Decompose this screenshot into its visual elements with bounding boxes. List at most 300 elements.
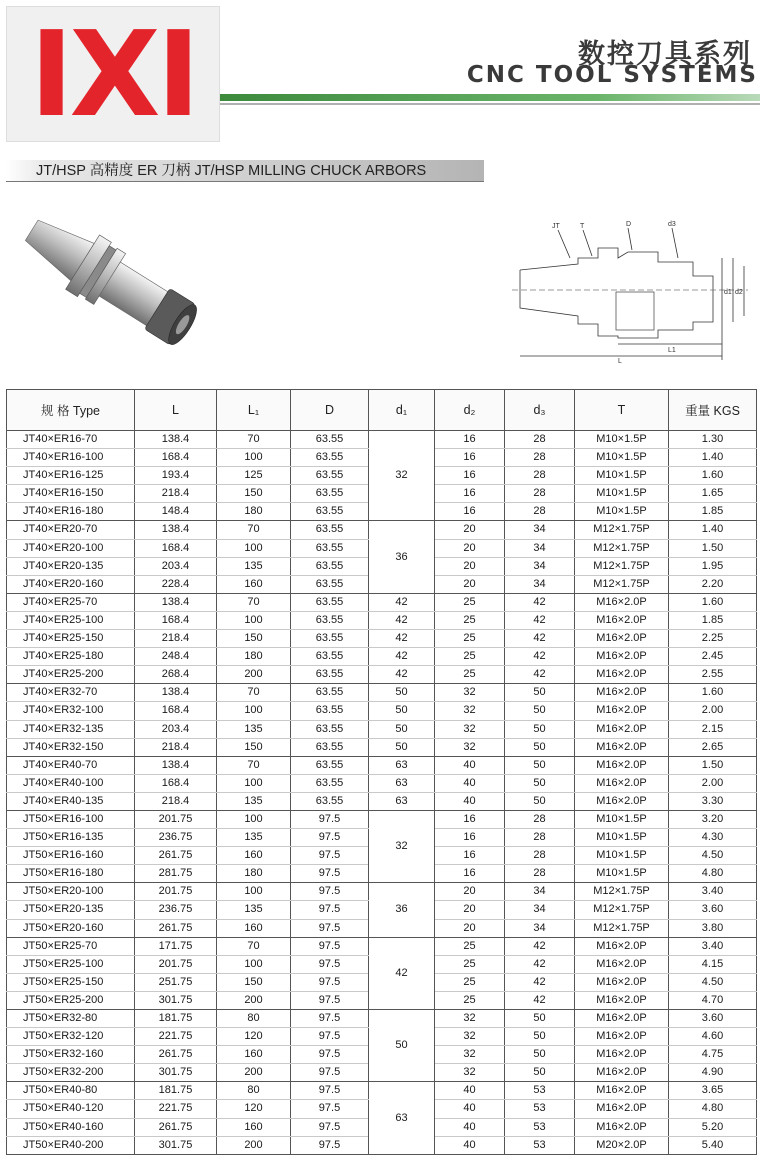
cell-l: 203.4	[135, 720, 217, 738]
cell-d3: 50	[505, 720, 575, 738]
cell-l: 201.75	[135, 883, 217, 901]
cell-weight: 1.65	[669, 485, 757, 503]
header-d: D	[291, 390, 369, 431]
cell-thread: M16×2.0P	[575, 991, 669, 1009]
cell-d: 63.55	[291, 557, 369, 575]
cell-l: 168.4	[135, 449, 217, 467]
cell-type: JT40×ER20-160	[7, 575, 135, 593]
header-divider	[220, 94, 760, 101]
cell-type: JT50×ER20-100	[7, 883, 135, 901]
cell-d3: 42	[505, 611, 575, 629]
cell-l: 236.75	[135, 901, 217, 919]
cell-d3: 42	[505, 648, 575, 666]
cell-weight: 1.60	[669, 467, 757, 485]
cell-d: 63.55	[291, 738, 369, 756]
cell-d1: 63	[369, 756, 435, 774]
cell-type: JT40×ER16-100	[7, 449, 135, 467]
cell-thread: M12×1.75P	[575, 575, 669, 593]
cell-l: 301.75	[135, 1136, 217, 1154]
cell-d1: 42	[369, 937, 435, 1009]
cell-d1: 42	[369, 666, 435, 684]
cell-l1: 160	[217, 919, 291, 937]
cell-l1: 100	[217, 810, 291, 828]
cell-d2: 25	[435, 593, 505, 611]
cell-d2: 20	[435, 883, 505, 901]
cell-l: 218.4	[135, 485, 217, 503]
cell-type: JT50×ER16-160	[7, 847, 135, 865]
cell-l1: 80	[217, 1010, 291, 1028]
label-d1: d1	[724, 289, 732, 296]
cell-weight: 1.60	[669, 593, 757, 611]
cell-d3: 50	[505, 1010, 575, 1028]
cell-d: 97.5	[291, 865, 369, 883]
cell-weight: 4.75	[669, 1046, 757, 1064]
cell-d3: 50	[505, 774, 575, 792]
cell-d3: 28	[505, 431, 575, 449]
cell-d3: 50	[505, 684, 575, 702]
cell-l: 236.75	[135, 829, 217, 847]
cell-d: 97.5	[291, 901, 369, 919]
cell-weight: 1.85	[669, 503, 757, 521]
cell-l: 301.75	[135, 1064, 217, 1082]
cell-thread: M16×2.0P	[575, 666, 669, 684]
cell-type: JT50×ER25-100	[7, 955, 135, 973]
cell-l1: 70	[217, 521, 291, 539]
cell-d2: 25	[435, 611, 505, 629]
cell-type: JT50×ER40-80	[7, 1082, 135, 1100]
cell-type: JT40×ER16-125	[7, 467, 135, 485]
cell-type: JT50×ER16-135	[7, 829, 135, 847]
cell-thread: M16×2.0P	[575, 955, 669, 973]
cell-d2: 20	[435, 521, 505, 539]
cell-weight: 4.80	[669, 1100, 757, 1118]
cell-l1: 100	[217, 774, 291, 792]
cell-l1: 180	[217, 865, 291, 883]
cell-l1: 160	[217, 847, 291, 865]
cell-d3: 34	[505, 521, 575, 539]
table-row	[7, 666, 757, 684]
cell-d: 97.5	[291, 883, 369, 901]
cell-l: 138.4	[135, 756, 217, 774]
cell-thread: M16×2.0P	[575, 1082, 669, 1100]
cell-thread: M10×1.5P	[575, 829, 669, 847]
cell-type: JT40×ER32-135	[7, 720, 135, 738]
cell-d1: 50	[369, 720, 435, 738]
cell-thread: M10×1.5P	[575, 467, 669, 485]
cell-d3: 53	[505, 1100, 575, 1118]
cell-l: 218.4	[135, 630, 217, 648]
cell-thread: M16×2.0P	[575, 1010, 669, 1028]
cell-d2: 16	[435, 829, 505, 847]
cell-weight: 1.50	[669, 539, 757, 557]
cell-weight: 3.80	[669, 919, 757, 937]
cell-d2: 32	[435, 738, 505, 756]
cell-l: 168.4	[135, 611, 217, 629]
cell-l1: 135	[217, 720, 291, 738]
cell-weight: 2.15	[669, 720, 757, 738]
cell-thread: M16×2.0P	[575, 611, 669, 629]
cell-thread: M16×2.0P	[575, 720, 669, 738]
cell-d2: 32	[435, 720, 505, 738]
cell-weight: 1.60	[669, 684, 757, 702]
cell-thread: M16×2.0P	[575, 702, 669, 720]
cell-l1: 160	[217, 575, 291, 593]
cell-l: 221.75	[135, 1028, 217, 1046]
cell-d3: 53	[505, 1082, 575, 1100]
cell-l1: 100	[217, 883, 291, 901]
cell-d: 97.5	[291, 973, 369, 991]
cell-d3: 34	[505, 575, 575, 593]
cell-d3: 50	[505, 1064, 575, 1082]
cell-type: JT40×ER25-200	[7, 666, 135, 684]
cell-d: 63.55	[291, 702, 369, 720]
cell-d: 97.5	[291, 937, 369, 955]
header-d1: d₁	[369, 390, 435, 431]
cell-thread: M16×2.0P	[575, 756, 669, 774]
logo-text: IXI	[29, 5, 197, 143]
table-row	[7, 702, 757, 720]
cell-l1: 200	[217, 1064, 291, 1082]
cell-d1: 36	[369, 883, 435, 937]
cell-l1: 135	[217, 829, 291, 847]
cell-l1: 150	[217, 973, 291, 991]
label-l: L	[618, 358, 622, 365]
header-thread: T	[575, 390, 669, 431]
cell-d2: 16	[435, 847, 505, 865]
cell-d3: 28	[505, 449, 575, 467]
cell-l: 268.4	[135, 666, 217, 684]
cell-d: 63.55	[291, 431, 369, 449]
cell-l1: 70	[217, 431, 291, 449]
cell-weight: 4.60	[669, 1028, 757, 1046]
cell-d1: 42	[369, 611, 435, 629]
cell-weight: 1.40	[669, 449, 757, 467]
table-row	[7, 738, 757, 756]
cell-type: JT40×ER40-70	[7, 756, 135, 774]
cell-d3: 50	[505, 702, 575, 720]
cell-type: JT50×ER40-160	[7, 1118, 135, 1136]
cell-l: 251.75	[135, 973, 217, 991]
cell-d: 97.5	[291, 1082, 369, 1100]
cell-d1: 36	[369, 521, 435, 593]
cell-type: JT40×ER32-150	[7, 738, 135, 756]
table-row	[7, 720, 757, 738]
cell-weight: 4.15	[669, 955, 757, 973]
cell-d: 97.5	[291, 810, 369, 828]
header-type: 规 格 Type	[7, 390, 135, 431]
cell-d2: 20	[435, 919, 505, 937]
table-row	[7, 883, 757, 901]
cell-thread: M16×2.0P	[575, 1118, 669, 1136]
header-l1: L₁	[217, 390, 291, 431]
cell-thread: M10×1.5P	[575, 431, 669, 449]
cell-weight: 2.45	[669, 648, 757, 666]
header-l: L	[135, 390, 217, 431]
cell-l: 248.4	[135, 648, 217, 666]
cell-d3: 53	[505, 1118, 575, 1136]
cell-type: JT50×ER16-100	[7, 810, 135, 828]
label-d2: d2	[735, 289, 743, 296]
cell-thread: M16×2.0P	[575, 1046, 669, 1064]
cell-weight: 3.65	[669, 1082, 757, 1100]
cell-d: 97.5	[291, 1010, 369, 1028]
cell-d3: 50	[505, 792, 575, 810]
table-row	[7, 792, 757, 810]
cell-l: 138.4	[135, 593, 217, 611]
cell-l1: 150	[217, 630, 291, 648]
cell-d2: 16	[435, 431, 505, 449]
cell-l: 138.4	[135, 521, 217, 539]
cell-weight: 3.40	[669, 883, 757, 901]
cell-d2: 40	[435, 1118, 505, 1136]
cell-type: JT50×ER25-200	[7, 991, 135, 1009]
cell-d3: 53	[505, 1136, 575, 1154]
header-d3: d₃	[505, 390, 575, 431]
cell-d1: 50	[369, 1010, 435, 1082]
cell-type: JT50×ER20-160	[7, 919, 135, 937]
cell-d2: 40	[435, 792, 505, 810]
cell-thread: M16×2.0P	[575, 792, 669, 810]
cell-weight: 4.50	[669, 847, 757, 865]
label-jt: JT	[552, 223, 560, 230]
cell-d2: 25	[435, 666, 505, 684]
cell-d2: 20	[435, 539, 505, 557]
cell-thread: M12×1.75P	[575, 901, 669, 919]
cell-d2: 16	[435, 865, 505, 883]
cell-d2: 16	[435, 485, 505, 503]
cell-weight: 2.65	[669, 738, 757, 756]
cell-weight: 3.60	[669, 901, 757, 919]
cell-d: 97.5	[291, 1046, 369, 1064]
cell-d: 97.5	[291, 1064, 369, 1082]
cell-d2: 32	[435, 702, 505, 720]
cell-thread: M10×1.5P	[575, 847, 669, 865]
cell-d: 63.55	[291, 593, 369, 611]
cell-type: JT40×ER16-180	[7, 503, 135, 521]
cell-d1: 63	[369, 1082, 435, 1154]
cell-l1: 180	[217, 648, 291, 666]
table-row	[7, 937, 757, 955]
cell-d3: 42	[505, 991, 575, 1009]
cell-weight: 1.50	[669, 756, 757, 774]
cell-d1: 42	[369, 648, 435, 666]
cell-d2: 20	[435, 901, 505, 919]
cell-thread: M16×2.0P	[575, 738, 669, 756]
cell-l: 261.75	[135, 919, 217, 937]
cell-d: 97.5	[291, 1100, 369, 1118]
cell-d2: 32	[435, 1064, 505, 1082]
cell-d2: 16	[435, 449, 505, 467]
cell-weight: 2.00	[669, 774, 757, 792]
cell-thread: M12×1.75P	[575, 919, 669, 937]
cell-d: 97.5	[291, 919, 369, 937]
cell-l1: 70	[217, 937, 291, 955]
cell-d1: 42	[369, 593, 435, 611]
cell-thread: M10×1.5P	[575, 865, 669, 883]
cell-thread: M16×2.0P	[575, 1100, 669, 1118]
cell-d2: 25	[435, 630, 505, 648]
cell-d: 63.55	[291, 503, 369, 521]
cell-d2: 25	[435, 991, 505, 1009]
cell-type: JT40×ER25-100	[7, 611, 135, 629]
cell-l1: 200	[217, 666, 291, 684]
cell-d1: 50	[369, 702, 435, 720]
cell-l1: 160	[217, 1046, 291, 1064]
header-weight: 重量 KGS	[669, 390, 757, 431]
cell-d3: 28	[505, 810, 575, 828]
cell-l1: 200	[217, 991, 291, 1009]
cell-d2: 32	[435, 1046, 505, 1064]
cell-thread: M16×2.0P	[575, 774, 669, 792]
cell-d1: 63	[369, 792, 435, 810]
brand-title-cn: 数控刀具系列	[578, 39, 752, 70]
cell-type: JT40×ER25-180	[7, 648, 135, 666]
cell-d2: 32	[435, 1010, 505, 1028]
section-title: JT/HSP 高精度 ER 刀柄 JT/HSP MILLING CHUCK ARBORS	[6, 160, 484, 182]
cell-d3: 50	[505, 756, 575, 774]
spec-table	[6, 389, 757, 1155]
cell-weight: 4.80	[669, 865, 757, 883]
cell-l1: 100	[217, 702, 291, 720]
label-t: T	[580, 223, 585, 230]
cell-d: 97.5	[291, 955, 369, 973]
cell-weight: 1.30	[669, 431, 757, 449]
label-l1: L1	[668, 347, 676, 354]
table-row	[7, 1082, 757, 1100]
cell-d2: 25	[435, 955, 505, 973]
cell-thread: M16×2.0P	[575, 1028, 669, 1046]
cell-d1: 50	[369, 684, 435, 702]
cell-l: 168.4	[135, 702, 217, 720]
cell-l1: 160	[217, 1118, 291, 1136]
cell-l: 261.75	[135, 1118, 217, 1136]
cell-thread: M10×1.5P	[575, 503, 669, 521]
cell-type: JT50×ER32-80	[7, 1010, 135, 1028]
cell-d: 63.55	[291, 611, 369, 629]
cell-d: 63.55	[291, 630, 369, 648]
cell-type: JT50×ER20-135	[7, 901, 135, 919]
cell-weight: 2.55	[669, 666, 757, 684]
cell-thread: M16×2.0P	[575, 648, 669, 666]
cell-weight: 1.95	[669, 557, 757, 575]
cell-d2: 25	[435, 937, 505, 955]
cell-thread: M16×2.0P	[575, 1064, 669, 1082]
cell-l: 261.75	[135, 847, 217, 865]
cell-d: 63.55	[291, 720, 369, 738]
cell-l: 218.4	[135, 738, 217, 756]
cell-thread: M10×1.5P	[575, 485, 669, 503]
cell-weight: 3.20	[669, 810, 757, 828]
cell-l: 201.75	[135, 955, 217, 973]
cell-d2: 32	[435, 684, 505, 702]
cell-d3: 28	[505, 485, 575, 503]
cell-l1: 125	[217, 467, 291, 485]
cell-d: 97.5	[291, 1136, 369, 1154]
cell-l1: 100	[217, 611, 291, 629]
cell-type: JT40×ER20-100	[7, 539, 135, 557]
cell-d2: 25	[435, 648, 505, 666]
cell-l1: 70	[217, 684, 291, 702]
cell-type: JT50×ER25-150	[7, 973, 135, 991]
cell-d3: 42	[505, 955, 575, 973]
cell-d3: 50	[505, 1028, 575, 1046]
brand-title-en: CNC TOOL SYSTEMS	[466, 62, 758, 88]
cell-thread: M16×2.0P	[575, 684, 669, 702]
cell-type: JT50×ER32-160	[7, 1046, 135, 1064]
technical-drawing	[508, 218, 758, 366]
header-divider-thin	[220, 103, 760, 105]
cell-l: 228.4	[135, 575, 217, 593]
cell-weight: 5.40	[669, 1136, 757, 1154]
cell-d2: 32	[435, 1028, 505, 1046]
cell-d: 63.55	[291, 684, 369, 702]
table-row	[7, 611, 757, 629]
cell-d: 63.55	[291, 485, 369, 503]
cell-weight: 4.30	[669, 829, 757, 847]
cell-type: JT40×ER25-70	[7, 593, 135, 611]
cell-d3: 28	[505, 467, 575, 485]
cell-type: JT40×ER32-70	[7, 684, 135, 702]
table-header-row	[7, 390, 757, 431]
cell-d2: 40	[435, 1100, 505, 1118]
cell-l: 138.4	[135, 684, 217, 702]
table-row	[7, 521, 757, 539]
cell-thread: M16×2.0P	[575, 593, 669, 611]
cell-d: 63.55	[291, 774, 369, 792]
company-logo	[6, 6, 220, 142]
cell-d1: 63	[369, 774, 435, 792]
cell-d: 97.5	[291, 829, 369, 847]
cell-d1: 32	[369, 431, 435, 521]
cell-l1: 80	[217, 1082, 291, 1100]
cell-d3: 50	[505, 738, 575, 756]
cell-thread: M12×1.75P	[575, 539, 669, 557]
cell-type: JT50×ER25-70	[7, 937, 135, 955]
cell-l: 218.4	[135, 792, 217, 810]
cell-d: 97.5	[291, 1028, 369, 1046]
cell-d3: 42	[505, 666, 575, 684]
cell-d2: 40	[435, 1082, 505, 1100]
cell-d1: 32	[369, 810, 435, 882]
cell-d3: 34	[505, 883, 575, 901]
cell-l1: 150	[217, 738, 291, 756]
cell-type: JT40×ER20-135	[7, 557, 135, 575]
cell-type: JT50×ER40-200	[7, 1136, 135, 1154]
cell-l1: 70	[217, 756, 291, 774]
cell-type: JT50×ER16-180	[7, 865, 135, 883]
cell-d3: 42	[505, 593, 575, 611]
cell-weight: 5.20	[669, 1118, 757, 1136]
cell-l1: 100	[217, 449, 291, 467]
cell-d3: 34	[505, 557, 575, 575]
cell-weight: 4.90	[669, 1064, 757, 1082]
cell-thread: M12×1.75P	[575, 883, 669, 901]
cell-d3: 28	[505, 503, 575, 521]
cell-d2: 25	[435, 973, 505, 991]
cell-type: JT40×ER16-150	[7, 485, 135, 503]
cell-thread: M12×1.75P	[575, 557, 669, 575]
cell-weight: 4.50	[669, 973, 757, 991]
cell-thread: M16×2.0P	[575, 937, 669, 955]
cell-type: JT40×ER20-70	[7, 521, 135, 539]
cell-l1: 150	[217, 485, 291, 503]
table-row	[7, 593, 757, 611]
cell-d: 63.55	[291, 648, 369, 666]
cell-d3: 34	[505, 901, 575, 919]
table-row	[7, 774, 757, 792]
cell-d3: 42	[505, 630, 575, 648]
cell-d3: 50	[505, 1046, 575, 1064]
